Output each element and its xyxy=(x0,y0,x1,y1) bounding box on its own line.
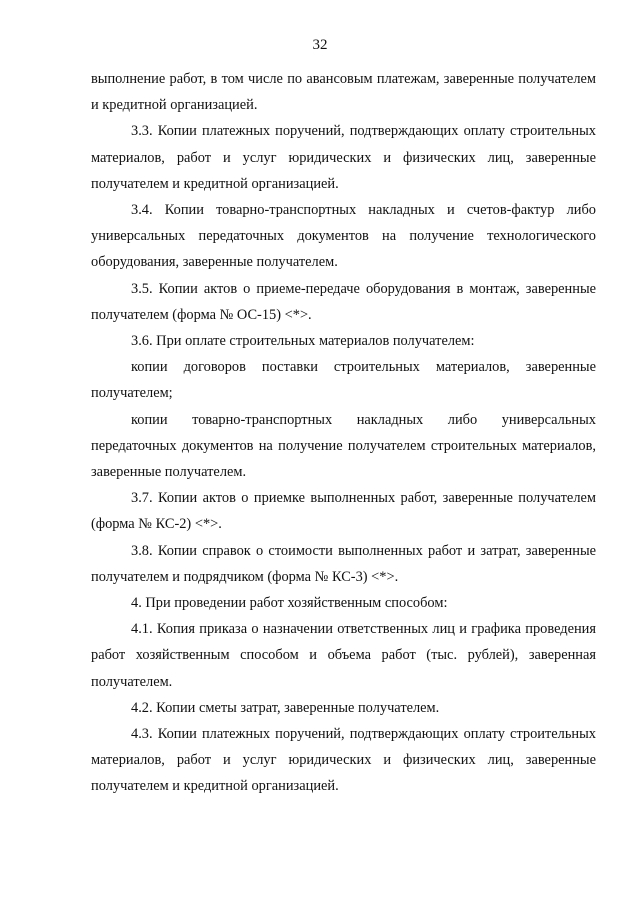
paragraph-3-6-item-contracts: копии договоров поставки строительных материалов, заверенные получателем; xyxy=(91,359,596,402)
paragraph-4-3: 4.3. Копии платежных поручений, подтверждающих оплату строительных материалов, работ и услуг юридических и физических лиц, заверенные получателем и кредитной организацией. xyxy=(91,726,596,795)
paragraph-4-2: 4.2. Копии сметы затрат, заверенные получателем. xyxy=(131,699,440,716)
paragraph-3-4: 3.4. Копии товарно-транспортных накладных и счетов-фактур либо универсальных передаточных документов на получение технологического оборудования, заверенные получателем. xyxy=(91,202,596,271)
paragraph-4: 4. При проведении работ хозяйственным способом: xyxy=(131,595,448,612)
paragraph-continuation: выполнение работ, в том числе по авансовым платежам, заверенные получателем и кредитной организацией. xyxy=(91,71,596,114)
paragraph-3-8: 3.8. Копии справок о стоимости выполненных работ и затрат, заверенные получателем и подрядчиком (форма № КС-3) <*>. xyxy=(91,542,596,585)
paragraph-3-3: 3.3. Копии платежных поручений, подтверждающих оплату строительных материалов, работ и услуг юридических и физических лиц, заверенные получателем и кредитной организацией. xyxy=(91,123,596,192)
document-body xyxy=(91,66,596,800)
paragraph-3-6: 3.6. При оплате строительных материалов получателем: xyxy=(131,333,475,350)
paragraph-3-7: 3.7. Копии актов о приемке выполненных работ, заверенные получателем (форма № КС-2) <*>. xyxy=(91,490,596,533)
page-number: 32 xyxy=(312,37,328,53)
paragraph-3-6-item-waybills: копии товарно-транспортных накладных либо универсальных передаточных документов на получение получателем строительных материалов, заверенные получателем. xyxy=(91,411,596,481)
paragraph-3-5: 3.5. Копии актов о приеме-передаче оборудования в монтаж, заверенные получателем (форма № ОС-15) <*>. xyxy=(91,280,596,323)
paragraph-4-1: 4.1. Копия приказа о назначении ответственных лиц и графика проведения работ хозяйственным способом и объема работ (тыс. рублей), заверенная получателем. xyxy=(91,621,596,690)
